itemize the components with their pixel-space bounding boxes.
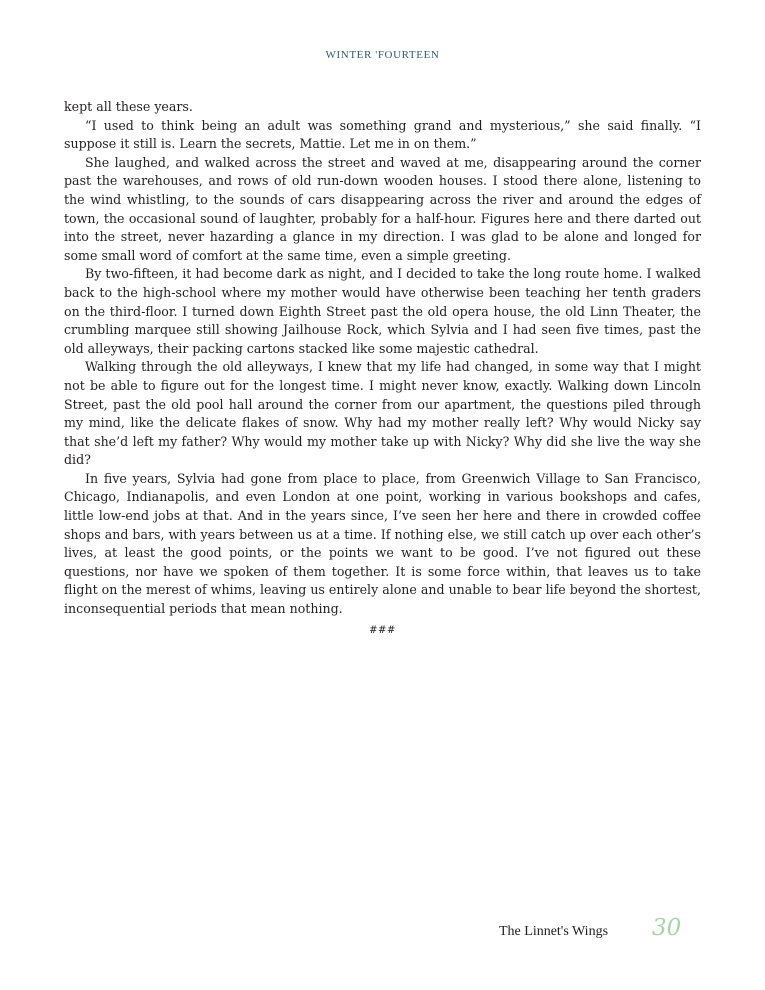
section-separator: ### — [369, 625, 396, 636]
paragraph-5: Walking through the old alleyways, I knew that my life had changed, in some way that I might not be able to figure out for the longest time. I might never know, exactly. Walking down Lincoln Street, past the old pool hall around the corner from our apartment, the questions piled through my mind, like the delicate flakes of snow. Why had my mother really left? Why would Nicky say that she’d left my father? Why would my mother take up with Nicky? Why did she live the way she did? — [64, 359, 701, 468]
footer-publication-title: The Linnet's Wings — [499, 924, 609, 939]
page-number: 30 — [652, 915, 682, 941]
running-header: WINTER 'FOURTEEN — [325, 49, 440, 61]
paragraph-2: “I used to think being an adult was something grand and mysterious,” she said finally. “I suppose it still is. Learn the secrets, Mattie. Let me in on them.” — [64, 117, 701, 152]
paragraph-4: By two-fifteen, it had become dark as night, and I decided to take the long route home. I walked back to the high-school where my mother would have otherwise been teaching her tenth graders on the third-floor. I turned down Eighth Street past the old opera house, the old Linn Theater, the crumbling marquee still showing Jailhouse Rock, which Sylvia and I had seen five times, past the old alleyways, their packing cartons stacked like some majestic cathedral. — [64, 266, 701, 356]
story-text — [64, 98, 701, 619]
paragraph-3: She laughed, and walked across the street and waved at me, disappearing around the corner past the warehouses, and rows of old run-down wooden houses. I stood there alone, listening to the wind whistling, to the sounds of cars disappearing across the river and around the edges of town, the occasional sound of laughter, probably for a half-hour. Figures here and there darted out into the street, never hazarding a glance in my direction. I was glad to be alone and longed for some small word of comfort at the same time, even a simple greeting. — [64, 154, 701, 263]
paragraph-6: In five years, Sylvia had gone from place to place, from Greenwich Village to San Francisco, Chicago, Indianapolis, and even London at one point, working in various bookshops and cafes, little low-end jobs at that. And in the years since, I’ve seen her here and there in crowded coffee shops and bars, with years between us at a time. If nothing else, we still catch up over each other’s lives, at least the good points, or the points we want to be good. I’ve not figured out these questions, nor have we spoken of them together. It is some force within, that leaves us to take flight on the merest of whims, leaving us entirely alone and unable to bear life beyond the shortest, inconsequential periods that mean nothing. — [64, 470, 701, 617]
paragraph-1: kept all these years. — [64, 99, 193, 114]
